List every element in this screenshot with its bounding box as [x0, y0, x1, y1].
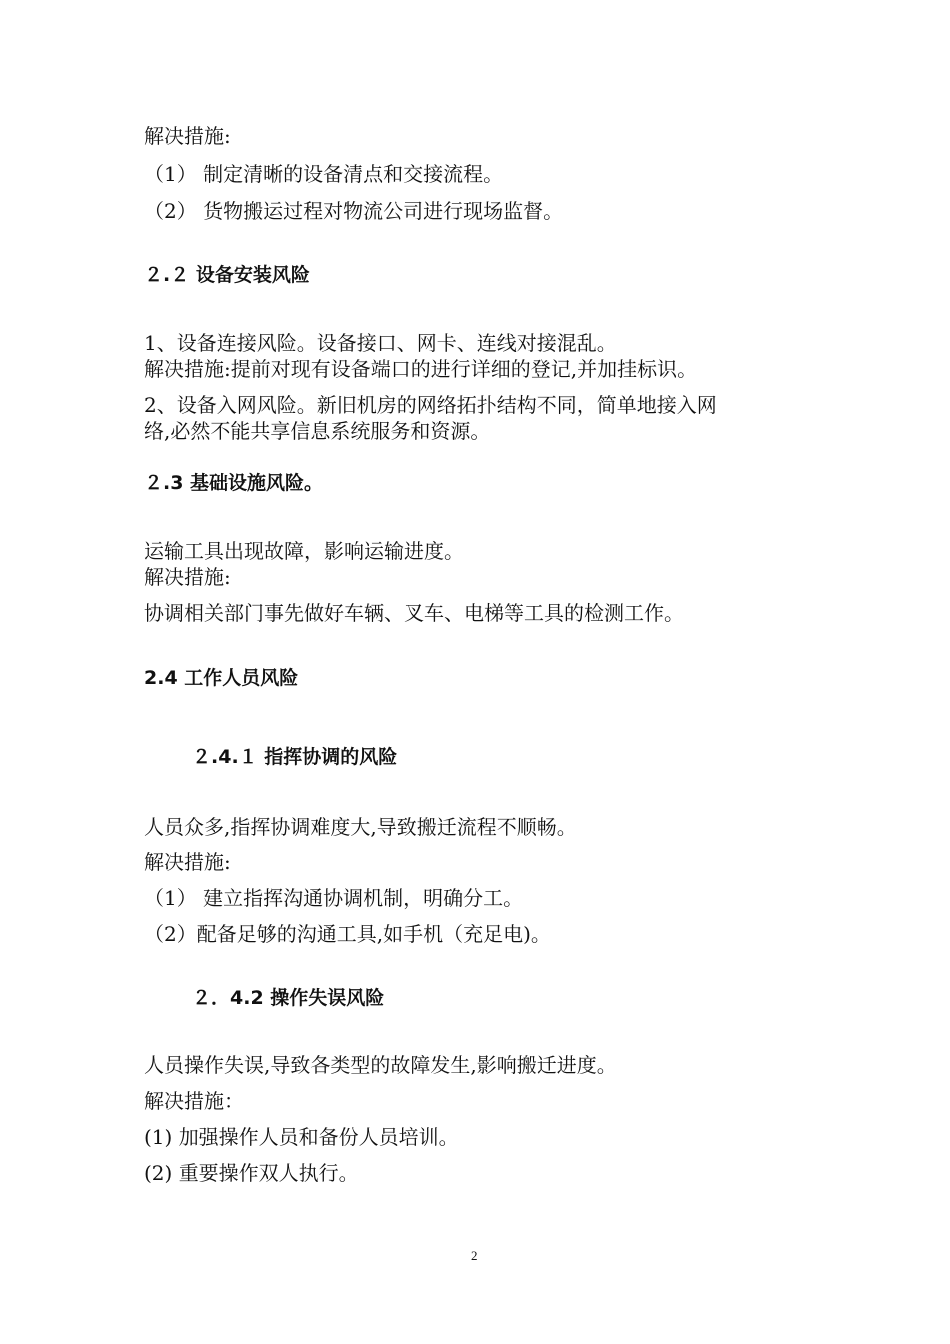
text-line: 人员操作失误,导致各类型的故障发生,影响搬迁进度。 [144, 1053, 617, 1077]
text-line: 人员众多,指挥协调难度大,导致搬迁流程不顺畅。 [144, 815, 577, 839]
text-line: 解决措施: [144, 124, 231, 148]
text-line: （1） 建立指挥沟通协调机制，明确分工。 [144, 886, 524, 910]
text-line: (2) 重要操作双人执行。 [144, 1161, 359, 1185]
section-heading: ２.3 基础设施风险。 [144, 472, 324, 494]
subsection-heading: ２．4.2 操作失误风险 [192, 987, 385, 1009]
text-line: （1） 制定清晰的设备清点和交接流程。 [144, 162, 504, 186]
text-line: 1、设备连接风险。设备接口、网卡、连线对接混乱。 [144, 331, 617, 355]
text-line: (1) 加强操作人员和备份人员培训。 [144, 1125, 459, 1149]
section-heading: ２.２ 设备安装风险 [144, 264, 310, 286]
page-number: 2 [471, 1248, 478, 1263]
text-line: 解决措施： [144, 1089, 244, 1113]
text-line: 解决措施:提前对现有设备端口的进行详细的登记,并加挂标识。 [144, 357, 698, 381]
text-line: 解决措施: [144, 850, 231, 874]
text-line: 运输工具出现故障，影响运输进度。 [144, 539, 464, 563]
subsection-heading: ２.4.１ 指挥协调的风险 [192, 746, 398, 768]
text-line: （2）配备足够的沟通工具,如手机（充足电)。 [144, 922, 551, 946]
text-line: （2） 货物搬运过程对物流公司进行现场监督。 [144, 199, 564, 223]
text-line: 络,必然不能共享信息系统服务和资源。 [144, 419, 491, 443]
text-line: 2、设备入网风险。新旧机房的网络拓扑结构不同，简单地接入网 [144, 393, 717, 417]
text-line: 协调相关部门事先做好车辆、叉车、电梯等工具的检测工作。 [144, 601, 684, 625]
text-line: 解决措施: [144, 565, 231, 589]
section-heading: 2.4 工作人员风险 [144, 667, 299, 689]
